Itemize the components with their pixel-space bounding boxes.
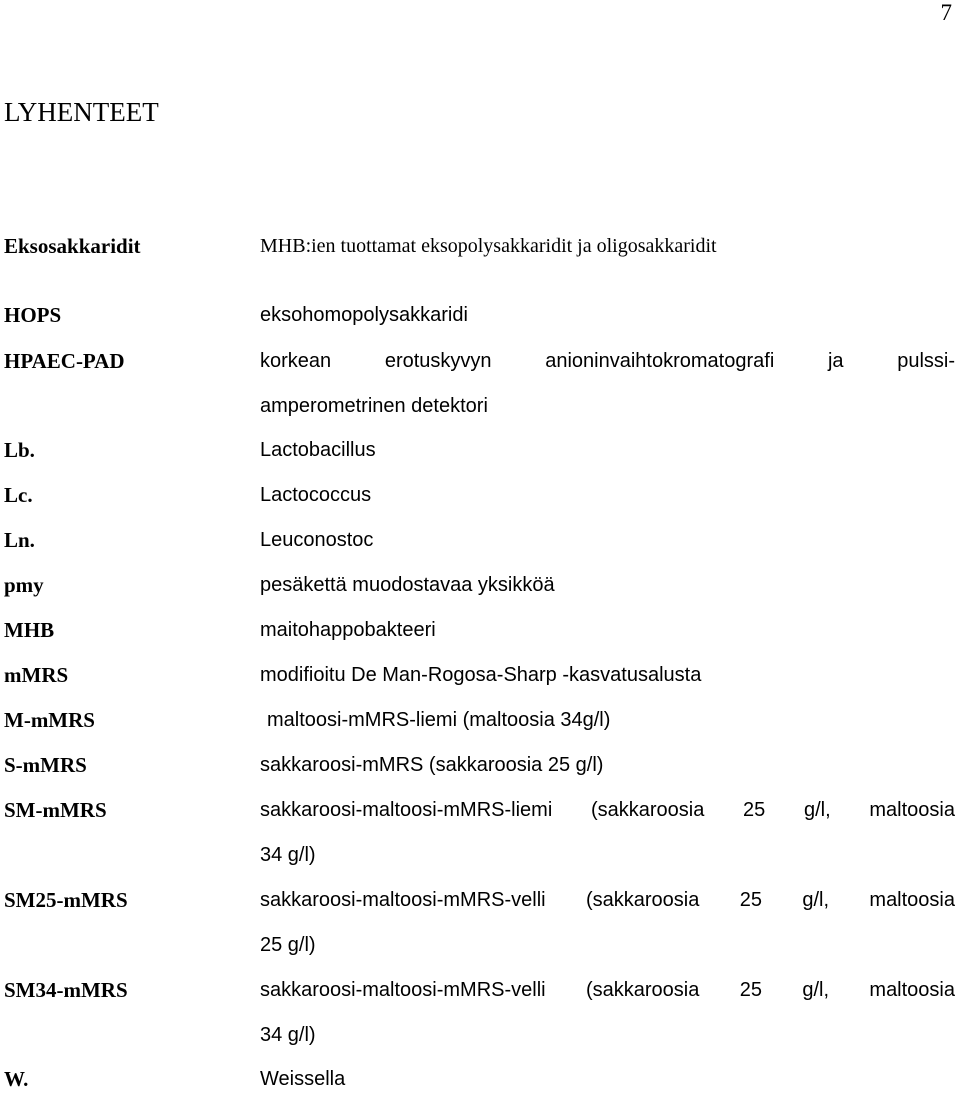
abbreviation-row bbox=[0, 480, 960, 510]
abbreviation-definition: maitohappobakteeri bbox=[260, 619, 436, 641]
abbreviation-continuation-row bbox=[0, 930, 960, 960]
abbreviation-row bbox=[0, 435, 960, 465]
abbreviation-term: pmy bbox=[4, 573, 44, 597]
abbreviation-term: S-mMRS bbox=[4, 753, 87, 777]
abbreviation-row bbox=[0, 300, 960, 330]
abbreviation-row bbox=[0, 750, 960, 780]
abbreviation-term: SM34-mMRS bbox=[4, 978, 128, 1002]
abbreviation-definition: Lactobacillus bbox=[260, 439, 376, 461]
abbreviation-definition: sakkaroosi-mMRS (sakkaroosia 25 g/l) bbox=[260, 754, 604, 776]
abbreviation-definition: Lactococcus bbox=[260, 484, 372, 506]
abbreviation-continuation-row bbox=[0, 840, 960, 870]
abbreviation-term: HPAEC-PAD bbox=[4, 349, 125, 373]
abbreviation-term: W. bbox=[4, 1067, 29, 1091]
abbreviation-definition-continuation: 25 g/l) bbox=[260, 934, 316, 956]
abbreviation-row bbox=[0, 525, 960, 555]
page-number: 7 bbox=[940, 0, 952, 25]
abbreviation-definition: Weissella bbox=[260, 1068, 346, 1090]
abbreviation-continuation-row bbox=[0, 391, 960, 421]
abbreviation-row bbox=[0, 346, 960, 376]
abbreviation-definition: Leuconostoc bbox=[260, 529, 374, 551]
abbreviation-definition-continuation: 34 g/l) bbox=[260, 844, 316, 866]
abbreviation-term: Lb. bbox=[4, 438, 35, 462]
abbreviation-row bbox=[0, 615, 960, 645]
abbreviation-definition: pesäkettä muodostavaa yksikköä bbox=[260, 574, 555, 596]
abbreviation-row bbox=[0, 885, 960, 915]
abbreviation-row bbox=[0, 975, 960, 1005]
abbreviation-row bbox=[0, 705, 960, 735]
abbreviation-definition: maltoosi-mMRS-liemi (maltoosia 34g/l) bbox=[267, 709, 611, 731]
abbreviation-row bbox=[0, 231, 960, 261]
abbreviation-row bbox=[0, 795, 960, 825]
abbreviation-definition-continuation: 34 g/l) bbox=[260, 1024, 316, 1046]
abbreviation-definition: sakkaroosi-maltoosi-mMRS-velli (sakkaroosia 25 g/l, maltoosia bbox=[260, 979, 955, 1001]
abbreviation-term: mMRS bbox=[4, 663, 69, 687]
abbreviation-definition: eksohomopolysakkaridi bbox=[260, 304, 468, 326]
abbreviation-definition: MHB:ien tuottamat eksopolysakkaridit ja oligosakkaridit bbox=[260, 235, 717, 257]
abbreviation-term: SM25-mMRS bbox=[4, 888, 128, 912]
abbreviation-term: Eksosakkaridit bbox=[4, 234, 141, 258]
abbreviation-definition-continuation: amperometrinen detektori bbox=[260, 395, 488, 417]
abbreviation-row bbox=[0, 570, 960, 600]
abbreviation-continuation-row bbox=[0, 1020, 960, 1050]
abbreviation-row bbox=[0, 660, 960, 690]
abbreviation-term: Ln. bbox=[4, 528, 35, 552]
abbreviation-term: SM-mMRS bbox=[4, 798, 107, 822]
abbreviation-definition: sakkaroosi-maltoosi-mMRS-velli (sakkaroosia 25 g/l, maltoosia bbox=[260, 889, 955, 911]
abbreviation-term: HOPS bbox=[4, 303, 62, 327]
abbreviation-term: M-mMRS bbox=[4, 708, 95, 732]
abbreviation-definition: korkean erotuskyvyn anioninvaihtokromatografi ja pulssi- bbox=[260, 350, 955, 372]
abbreviation-row bbox=[0, 1064, 960, 1094]
abbreviation-definition: sakkaroosi-maltoosi-mMRS-liemi (sakkaroosia 25 g/l, maltoosia bbox=[260, 799, 955, 821]
abbreviation-definition: modifioitu De Man-Rogosa-Sharp -kasvatusalusta bbox=[260, 664, 702, 686]
page-title: LYHENTEET bbox=[4, 97, 159, 127]
abbreviation-term: Lc. bbox=[4, 483, 33, 507]
abbreviation-term: MHB bbox=[4, 618, 55, 642]
